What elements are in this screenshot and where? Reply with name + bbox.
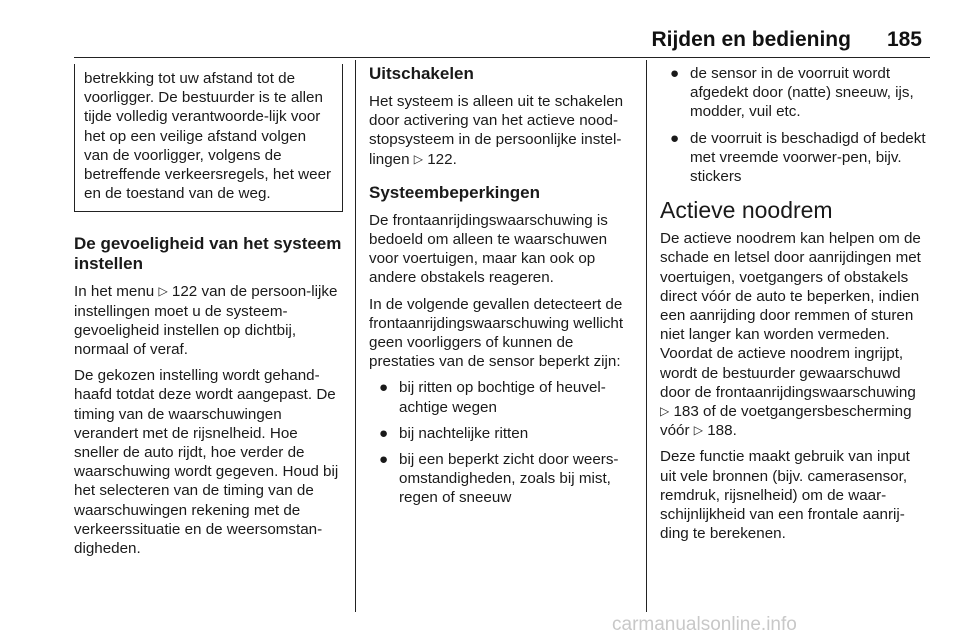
page-ref-icon: ▷ (660, 404, 670, 419)
list-item: ● de sensor in de voorruit wordt afgedekt door (natte) sneeuw, ijs, modder, vuil etc. (670, 65, 914, 121)
limitations-list (369, 378, 633, 507)
warning-box (74, 64, 343, 212)
paragraph-disable: Het systeem is alleen uit te schakelen door activering van het actieve nood-stopsysteem in de persoonlijke instel-lingen ▷ 122. (369, 93, 624, 168)
bullet-icon: ● (670, 129, 680, 147)
column-2 (369, 64, 633, 515)
column-divider-2 (646, 60, 647, 612)
paragraph-menu: In het menu ▷ 122 van de persoon-lijke instellingen moet u de systeem-gevoeligheid instellen op dichtbij, normaal of veraf. (74, 283, 338, 359)
heading-emergency-brake: Actieve noodrem (660, 197, 833, 224)
paragraph-emergency-brake: De actieve noodrem kan helpen om de schade en letsel door aanrijdingen met voertuigen, voetgangers of obstakels direct vóór de auto te beperken, indien een aanrijding door remmen of sturen niet langer kan worden vermeden. Voordat de actieve noodrem ingrijpt, wordt de bestuurder gewaarschuwd door de frontaanrijdingswaarschuwing ▷ 183 of de voetgangersbescherming vóór ▷ 188. (660, 230, 921, 440)
heading-disable: Uitschakelen (369, 64, 474, 83)
warning-box-text: betrekking tot uw afstand tot de voorligger. De bestuurder is te allen tijde volledig verantwoorde-lijk voor het op een veilige afstand volgen van de voorligger, volgens de betreffende verkeersregels, het weer en de toestand van de weg. (84, 70, 332, 203)
column-divider-1 (355, 60, 356, 612)
page-ref[interactable]: 188. (707, 422, 737, 440)
page-ref[interactable]: 183 (673, 403, 699, 421)
paragraph-purpose: De frontaanrijdingswaarschuwing is bedoeld om alleen te waarschuwen voor voertuigen, maar kan ook op andere obstakels reageren. (369, 211, 608, 287)
page-ref[interactable]: 122 (171, 283, 198, 301)
bullet-icon: ● (379, 424, 389, 442)
heading-limitations: Systeembeperkingen (369, 182, 541, 202)
header-divider (74, 57, 930, 58)
list-item: ● bij nachtelijke ritten (379, 424, 529, 442)
page-ref[interactable]: 122. (427, 150, 457, 168)
page-ref-icon: ▷ (693, 423, 703, 438)
sensor-list (660, 64, 928, 186)
column-3 (660, 64, 928, 550)
paragraph-cases: In de volgende gevallen detecteert de frontaanrijdingswaarschuwing wellicht geen voorliggers of kunnen de prestaties van de sensor beperkt zijn: (369, 295, 624, 371)
list-item: ● bij een beperkt zicht door weers-omstandigheden, zoals bij mist, regen of sneeuw (379, 451, 619, 507)
paragraph-timing: De gekozen instelling wordt gehand-haafd totdat deze wordt aangepast. De timing van de waarschuwingen verandert met de rijsnelheid. Hoe sneller de auto rijdt, hoe verder de waarschuwing wordt gegeven. Houd bij het selecteren van de timing van de waarschuwingen rekening met de verkeerssituatie en de weersomstan-digheden. (74, 367, 339, 558)
bullet-icon: ● (670, 65, 680, 82)
page-number: 185 (886, 28, 922, 51)
section-title: Rijden en bediening (651, 28, 851, 51)
bullet-icon: ● (379, 379, 389, 397)
column-1 (74, 64, 343, 565)
watermark: carmanualsonline.info (612, 614, 797, 635)
page-ref-icon: ▷ (413, 151, 423, 166)
list-item: ● bij ritten op bochtige of heuvel-achtige wegen (379, 379, 606, 416)
page-header (651, 28, 922, 52)
list-item: ● de voorruit is beschadigd of bedekt met vreemde voorwer-pen, bijv. stickers (670, 129, 926, 186)
page-ref-icon: ▷ (158, 284, 168, 299)
paragraph-function: Deze functie maakt gebruik van input uit vele bronnen (bijv. camerasensor, remdruk, rijsnelheid) om de waar-schijnlijkheid van een frontale aanrij-ding te berekenen. (660, 448, 910, 543)
bullet-icon: ● (379, 451, 389, 469)
heading-sensitivity: De gevoeligheid van het systeem instellen (74, 234, 342, 274)
